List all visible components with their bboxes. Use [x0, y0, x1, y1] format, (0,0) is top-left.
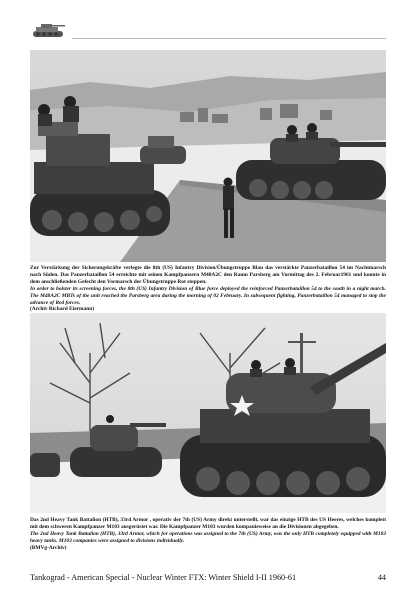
- tank-silhouette-icon: [30, 22, 66, 40]
- top-photo-caption: [30, 265, 386, 313]
- caption-english: The 2nd Heavy Tank Battalion (HTB), 33rd Armor, which for operations was assigned to the 7th (US) Army, was the only HTB completely equipped with M103 heavy tanks. M103 companies were assigned to divisions individually.: [30, 530, 386, 544]
- footer-book-title: Tankograd - American Special - Nuclear Winter FTX: Winter Shield I-II 1960-61: [30, 573, 297, 582]
- header-rule: [72, 38, 386, 39]
- caption-credit: (BMVg-Archiv): [30, 544, 67, 551]
- caption-german: Das 2nd Heavy Tank Battalion (HTB), 33rd Armor , operativ der 7th (US) Army direkt unterstellt, war das einzige HTB des US Heeres, welches komplett mit dem schweren Kampfpanzer M103 ausgerüstet war. Die Kampfpanzer M103 wurden kompanieweise an die Divisionen abgegeben.: [30, 517, 386, 530]
- winter-tank-photo: [30, 50, 386, 262]
- caption-credit: (Archiv Richard Eiermann): [30, 306, 94, 313]
- m103-tank-photo: [30, 313, 386, 513]
- caption-german: Zur Verstärkung der Sicherungskräfte verlegte die 8th (US) Infantry Division/Übungstruppe Blau das verstärkte Panzerbataillon 54 im Nachtmarsch nach Süden. Das Panzerbataillon 54 erreichte mit seinen Kampfpanzern M48A2C den Raum Parsberg am Vormittag des 2. Februar1961 und konnte in dem anschließenden Gefecht den Vormarsch der Übungstruppe Rot stoppen.: [30, 265, 386, 285]
- bottom-photo-caption: [30, 517, 386, 552]
- page-number: 44: [377, 573, 386, 582]
- caption-english: In order to bolster its screening forces, the 8th (US) Infantry Division of Blue force deployed the reinforced Panzerbataillon 54 to the south in a night march. The M48A2C MBTs of the unit reached the Parsberg area during the morning of 02 February. In subsequent fighting, Panzerbataillon 54 managed to stop the advance of Red forces.: [30, 285, 386, 306]
